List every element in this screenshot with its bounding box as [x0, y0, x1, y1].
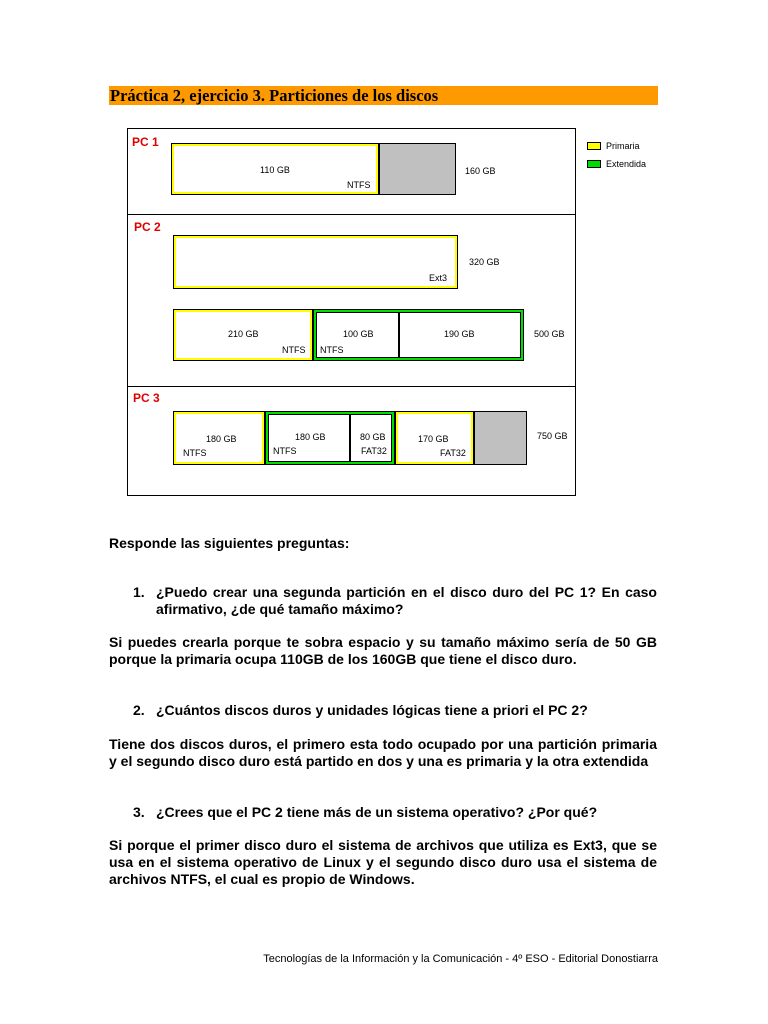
legend-primary-swatch	[587, 142, 601, 150]
intro-text: Responde las siguientes preguntas:	[109, 535, 350, 551]
question-1-text: ¿Puedo crear una segunda partición en el disco duro del PC 1? En caso afirmativo, ¿de qué tamaño máximo?	[156, 584, 657, 617]
pc2-logical-drive-1	[316, 312, 399, 358]
page-footer: Tecnologías de la Información y la Comunicación - 4º ESO - Editorial Donostiarra	[263, 953, 658, 965]
pc2-disk1-primary-partition	[173, 235, 458, 289]
pc2-disk2-primary-fs: NTFS	[282, 345, 306, 355]
legend-extended-swatch	[587, 160, 601, 168]
legend-extended-label: Extendida	[606, 159, 647, 169]
pc2-logical-drive-2	[399, 312, 521, 358]
question-2-number: 2.	[133, 702, 145, 718]
pc3-extended-partition	[265, 411, 395, 465]
pc2-disk2-primary-size: 210 GB	[228, 329, 259, 339]
answer-1: Si puedes crearla porque te sobra espacio y su tamaño máximo sería de 50 GB porque la primaria ocupa 110GB de los 160GB que tiene el disco duro.	[109, 634, 657, 667]
question-3-number: 3.	[133, 804, 145, 820]
pc3-primary-1-size: 180 GB	[206, 434, 237, 444]
page-title: Práctica 2, ejercicio 3. Particiones de los discos	[110, 86, 439, 105]
pc-separator	[128, 386, 575, 387]
pc3-primary-partition-2	[395, 411, 474, 465]
answer-2: Tiene dos discos duros, el primero esta todo ocupado por una partición primaria y el segundo disco duro está partido en dos y una es primaria y la otra extendida	[109, 736, 657, 769]
pc-separator	[128, 214, 575, 215]
pc2-logical-1-fs: NTFS	[320, 345, 344, 355]
pc2-disk2-primary-partition	[173, 309, 313, 361]
question-3-text: ¿Crees que el PC 2 tiene más de un sistema operativo? ¿Por qué?	[156, 804, 598, 820]
pc3-primary-partition-1	[173, 411, 265, 465]
pc2-disk2-extended-partition	[313, 309, 524, 361]
pc1-free-space	[379, 143, 456, 195]
question-1	[133, 584, 657, 618]
pc3-logical-drive-2	[350, 414, 392, 462]
question-2-text: ¿Cuántos discos duros y unidades lógicas tiene a priori el PC 2?	[156, 702, 588, 718]
pc3-primary-2-size: 170 GB	[418, 434, 449, 444]
title-bar	[109, 86, 658, 105]
pc3-disk-size: 750 GB	[537, 431, 568, 441]
pc3-logical-drive-1	[268, 414, 350, 462]
pc3-free-space	[474, 411, 527, 465]
pc2-logical-2-size: 190 GB	[444, 329, 475, 339]
pc1-primary-fs: NTFS	[347, 180, 371, 190]
partition-diagram	[127, 128, 576, 496]
pc2-disk2-size: 500 GB	[534, 329, 565, 339]
pc2-logical-1-size: 100 GB	[343, 329, 374, 339]
legend-primary-label: Primaria	[606, 141, 640, 151]
pc3-logical-2-size: 80 GB	[360, 432, 386, 442]
pc2-disk1-size: 320 GB	[469, 257, 500, 267]
pc2-label: PC 2	[134, 220, 161, 234]
pc1-disk-size: 160 GB	[465, 166, 496, 176]
question-1-number: 1.	[133, 584, 145, 600]
pc1-label: PC 1	[132, 135, 159, 149]
pc3-logical-2-fs: FAT32	[361, 446, 387, 456]
pc3-primary-2-fs: FAT32	[440, 448, 466, 458]
pc3-label: PC 3	[133, 391, 160, 405]
answer-3: Si porque el primer disco duro el sistema de archivos que utiliza es Ext3, que se usa en el sistema operativo de Linux y el segundo disco duro usa el sistema de archivos NTFS, el cual es propio de Windows.	[109, 837, 657, 887]
pc3-primary-1-fs: NTFS	[183, 448, 207, 458]
pc3-logical-1-fs: NTFS	[273, 446, 297, 456]
pc3-logical-1-size: 180 GB	[295, 432, 326, 442]
pc1-primary-size: 110 GB	[260, 165, 290, 175]
pc2-disk1-fs: Ext3	[429, 273, 448, 283]
pc1-primary-partition	[171, 143, 379, 195]
